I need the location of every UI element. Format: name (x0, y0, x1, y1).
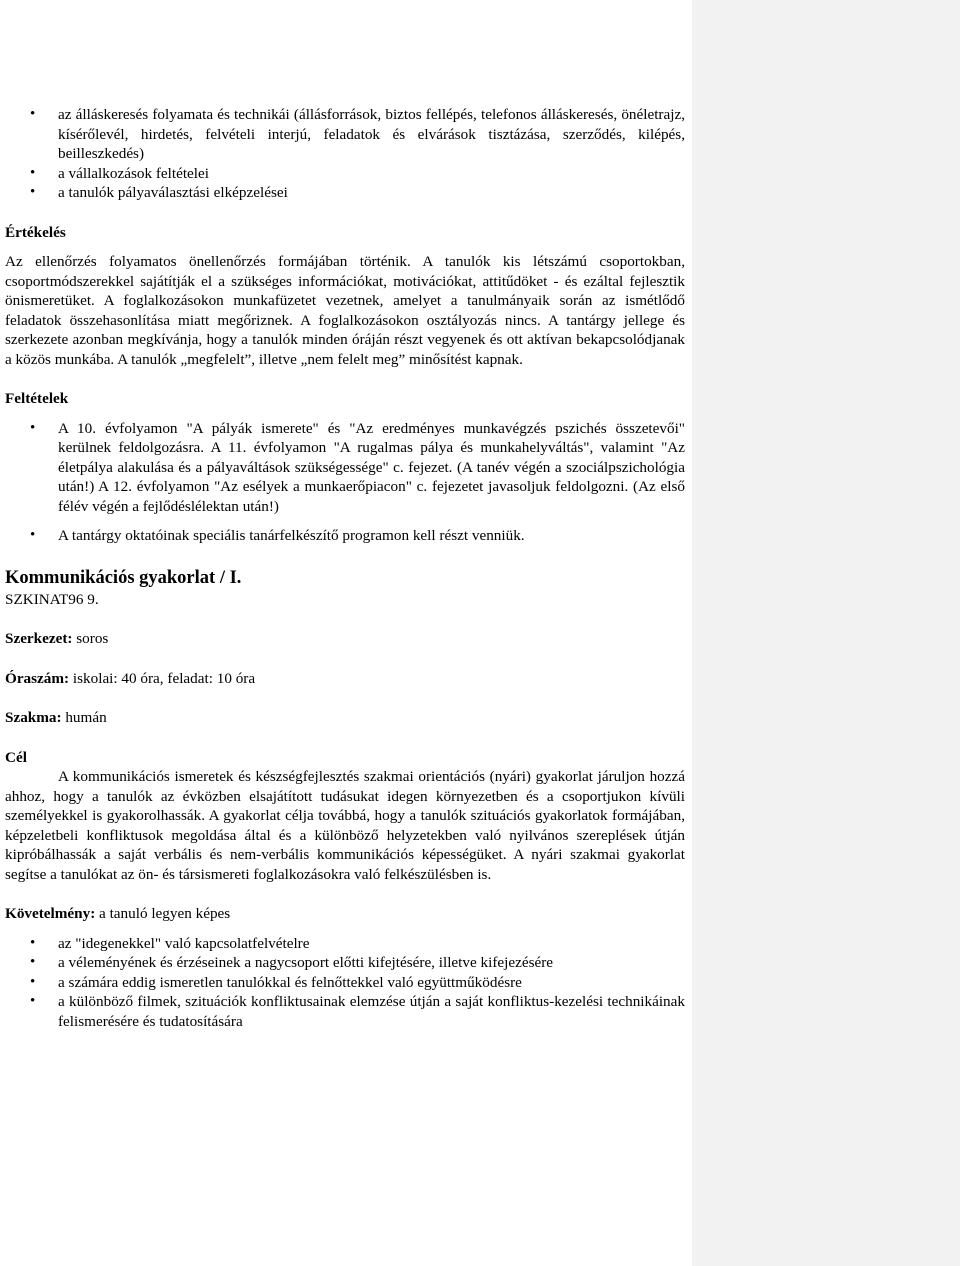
list-item: • az "idegenekkel" való kapcsolatfelvételre (5, 934, 685, 954)
kovetelmeny-list (5, 934, 685, 1032)
list-item: • a tanulók pályaválasztási elképzelései (5, 183, 685, 203)
oraszam-line (5, 669, 685, 689)
cel-paragraph: A kommunikációs ismeretek és készségfejlesztés szakmai orientációs (nyári) gyakorlat járuljon hozzá ahhoz, hogy a tanulók az évközben elsajátított tudásukat idegen környezetben és a csoportjukon kívüli személyekkel is gyakorolhassák. A gyakorlat célja továbbá, hogy a tanulók szituációs gyakorlatok formájában, képzeletbeli konfliktusok megoldása által és a különböző helyzetekben való nyilvános szereplések útján kipróbálhassák a saját verbális és nem-verbális kommunikációs képességüket. A nyári szakmai gyakorlat segítse a tanulókat az ön- és társismereti foglalkozásokra való felkészülésben is. (5, 768, 685, 883)
kovetelmeny-line (5, 904, 685, 924)
course-code: SZKINAT96 9. (5, 590, 99, 608)
course-title: Kommunikációs gyakorlat / I. (5, 567, 242, 588)
szakma-line (5, 708, 685, 728)
list-item: • A 10. évfolyamon "A pályák ismerete" és "Az eredményes munkavégzés pszichés összetevői" kerülnek feldolgozásra. A 11. évfolyamon "A rugalmas pálya és munkahelyváltás", valamint "Az életpálya alakulása és a pályaváltások szükségessége" c. fejezet. (A tanév végén a szociálpszichológia után!) A 12. évfolyamon "Az esélyek a munkaerőpiacon" c. fejezetet javasoljuk feldolgozni. (Az első félév végén a fejlődéslélektan után!) (5, 419, 685, 517)
topic-list (5, 105, 685, 203)
section-heading-cel: Cél (5, 748, 27, 766)
oraszam-value: iskolai: 40 óra, feladat: 10 óra (69, 669, 256, 687)
szakma-label: Szakma: (5, 709, 62, 726)
kovetelmeny-value: a tanuló legyen képes (95, 905, 231, 922)
list-item: • a véleményének és érzéseinek a nagycsoport előtti kifejtésére, illetve kifejezésére (5, 953, 685, 973)
list-item: • a számára eddig ismeretlen tanulókkal és felnőttekkel való együttműködésre (5, 973, 685, 993)
oraszam-label: Óraszám: (5, 669, 70, 687)
section-heading-feltetelek: Feltételek (5, 390, 69, 407)
szerkezet-value: soros (72, 630, 109, 647)
szerkezet-label: Szerkezet: (5, 630, 73, 647)
section-heading-ertekeles: Értékelés (5, 223, 66, 241)
feltetelek-list (5, 419, 685, 546)
list-item: • az álláskeresés folyamata és technikái (állásforrások, biztos fellépés, telefonos álláskeresés, önéletrajz, kísérőlevél, hirdetés, felvételi interjú, feladatok és elvárások tisztázása, szerződés, kilépés, beilleszkedés) (5, 105, 685, 164)
list-item: • a vállalkozások feltételei (5, 164, 685, 184)
kovetelmeny-label: Követelmény: (5, 905, 96, 922)
szerkezet-line (5, 629, 685, 649)
comment-margin (692, 0, 960, 1266)
szakma-value: humán (61, 709, 107, 726)
document-body (5, 105, 685, 1031)
list-item: • A tantárgy oktatóinak speciális tanárfelkészítő programon kell részt venniük. (5, 526, 685, 546)
list-item: • a különböző filmek, szituációk konfliktusainak elemzése útján a saját konfliktus-kezelési technikáinak felismerésére és tudatosítására (5, 992, 685, 1031)
ertekeles-paragraph: Az ellenőrzés folyamatos önellenőrzés formájában történik. A tanulók kis létszámú csoportokban, csoportmódszerekkel sajátítják el a szükséges információkat, motivációkat, attitűdöket - és ezáltal fejlesztik önismeretüket. A foglalkozásokon munkafüzetet vezetnek, amelyet a tanulmányaik során az ismétlődő feladatok összehasonlítása miatt megőriznek. A foglalkozásokon osztályozás nincs. A tantárgy jellege és szerkezete azonban megkívánja, hogy a tanulók minden óráján részt vegyenek és ott aktívan bekapcsolódjanak a közös munkába. A tanulók „megfelelt”, illetve „nem felelt meg” minősítést kapnak. (5, 253, 685, 368)
